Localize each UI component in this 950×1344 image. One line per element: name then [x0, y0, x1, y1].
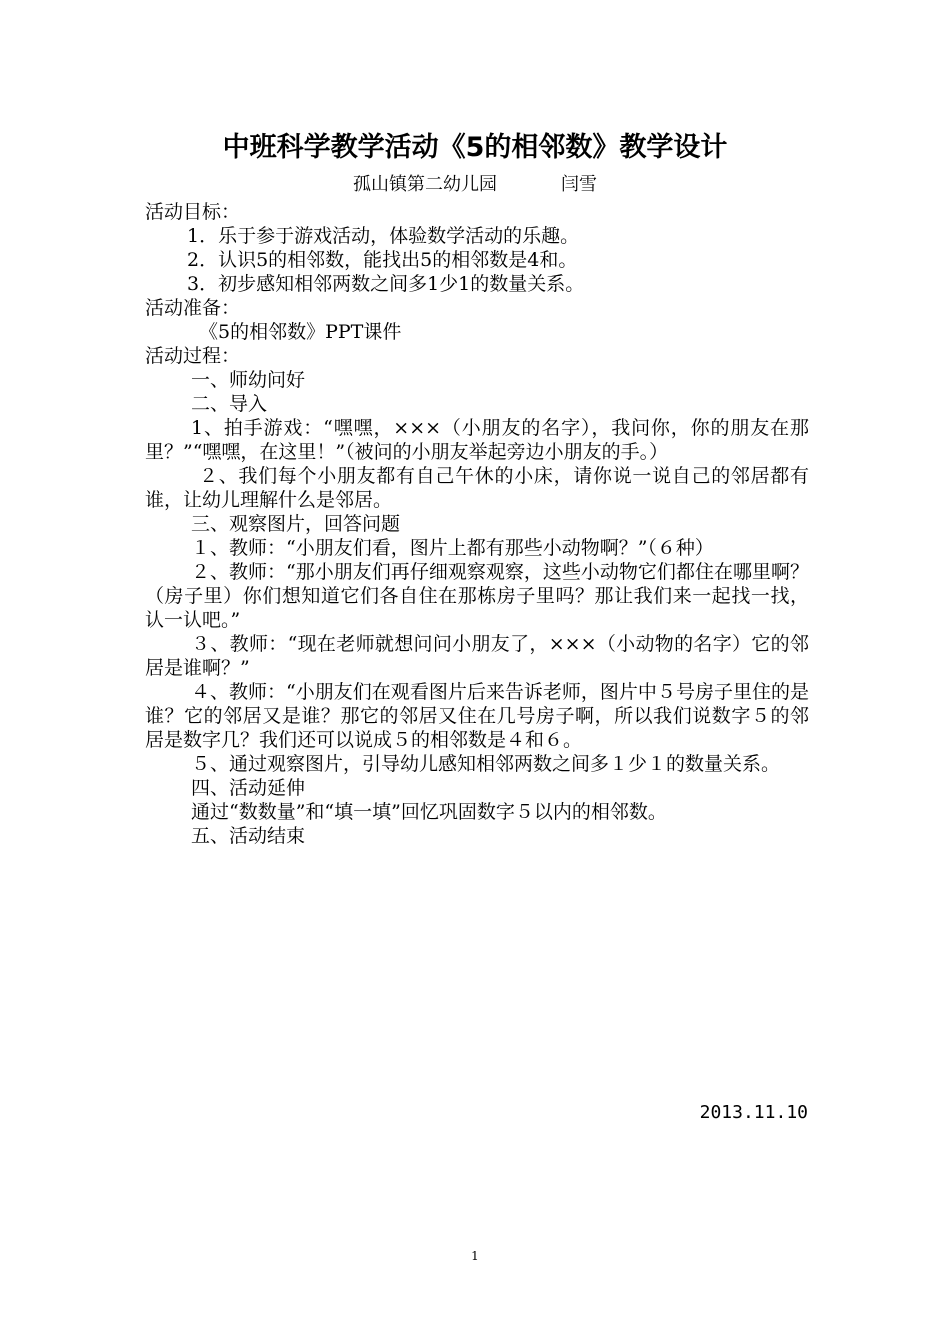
process-paragraph: ４、教师：“小朋友们在观看图片后来告诉老师，图片中５号房子里住的是谁？它的邻居又是谁？那它的邻居又住在几号房子啊，所以我们说数字５的邻居是数字几？我们还可以说成５的相邻数是４和６。 — [145, 681, 809, 751]
page-number: 1 — [471, 1249, 479, 1263]
heading-activity-goals: 活动目标： — [145, 201, 241, 223]
process-paragraph: 1、拍手游戏：“嘿嘿，×××（小朋友的名字），我问你，你的朋友在那里？”“嘿嘿，在这里！”（被问的小朋友举起旁边小朋友的手。） — [145, 417, 809, 463]
section-heading: 三、观察图片，回答问题 — [191, 513, 401, 535]
document-body — [145, 200, 809, 848]
goal-item: 1．乐于参于游戏活动，体验数学活动的乐趣。 — [187, 225, 580, 247]
school-name: 孤山镇第二幼儿园 — [353, 174, 497, 195]
process-paragraph: １、教师：“小朋友们看，图片上都有那些小动物啊？”（６种） — [191, 537, 714, 559]
author-name: 闫雪 — [561, 174, 597, 195]
process-paragraph: ３、教师：“现在老师就想问问小朋友了，×××（小动物的名字）它的邻居是谁啊？” — [145, 633, 809, 679]
goal-item: 3．初步感知相邻两数之间多1少1的数量关系。 — [187, 273, 585, 295]
process-paragraph: ５、通过观察图片，引导幼儿感知相邻两数之间多１少１的数量关系。 — [191, 753, 781, 775]
section-heading: 二、导入 — [191, 393, 268, 415]
process-paragraph: ２、我们每个小朋友都有自己午休的小床，请你说一说自己的邻居都有谁，让幼儿理解什么是邻居。 — [145, 465, 809, 511]
document-title: 中班科学教学活动《5的相邻数》教学设计 — [222, 132, 728, 163]
section-heading: 五、活动结束 — [191, 825, 306, 847]
process-paragraph: ２、教师：“那小朋友们再仔细观察观察，这些小动物它们都住在哪里啊？（房子里）你们想知道它们各自住在那栋房子里吗？那让我们来一起找一找，认一认吧。” — [145, 561, 809, 631]
document-date: 2013.11.10 — [699, 1102, 808, 1123]
extension-paragraph: 通过“数数量”和“填一填”回忆巩固数字５以内的相邻数。 — [191, 801, 667, 823]
section-heading: 一、师幼问好 — [191, 369, 306, 391]
author-line — [0, 173, 950, 197]
preparation-item: 《5的相邻数》PPT课件 — [199, 321, 402, 343]
heading-activity-preparation: 活动准备： — [145, 297, 241, 319]
heading-activity-process: 活动过程： — [145, 345, 241, 367]
section-heading: 四、活动延伸 — [191, 777, 306, 799]
goal-item: 2．认识5的相邻数，能找出5的相邻数是4和。 — [187, 249, 578, 271]
